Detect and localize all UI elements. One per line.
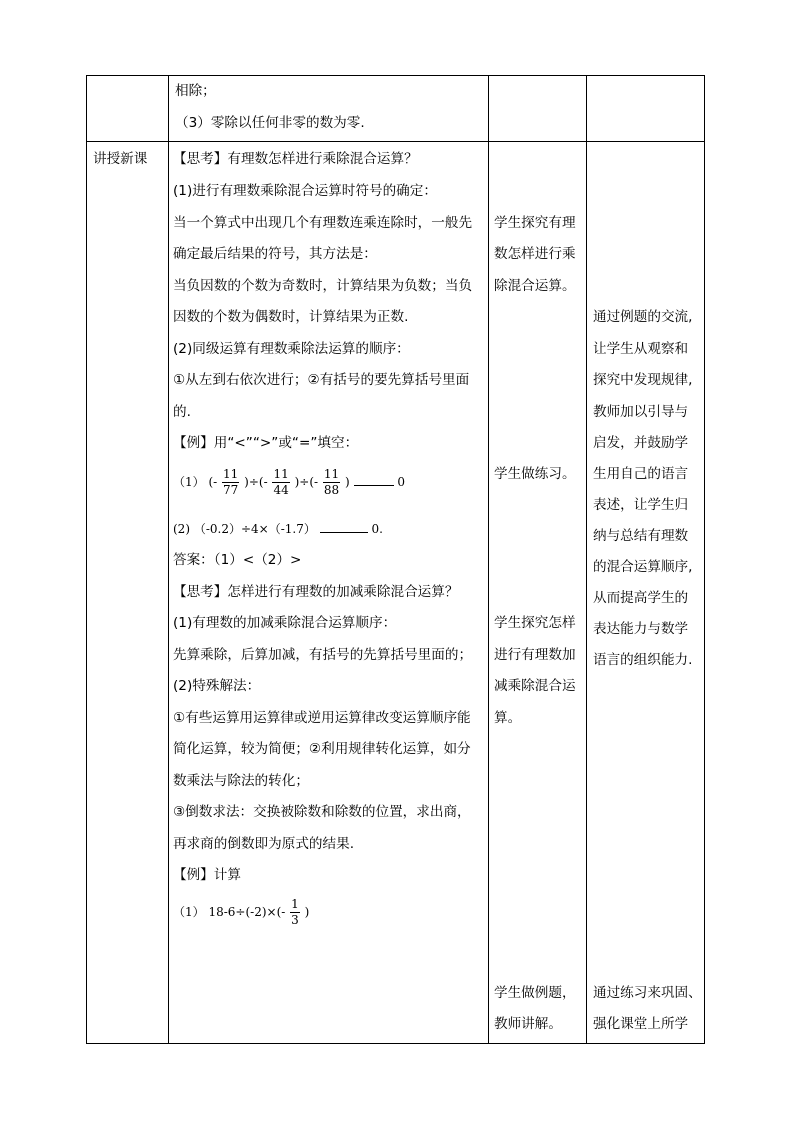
paragraph: 当一个算式中出现几个有理数连乘连除时，一般先 — [173, 215, 473, 231]
stage-cell — [87, 142, 169, 1044]
paragraph: 因数的个数为偶数时，计算结果为正数. — [173, 309, 409, 325]
design-intent-text: 启发，并鼓励学 — [593, 435, 689, 451]
item-label: （1） — [173, 905, 205, 919]
student-activity-text: 数怎样进行乘 — [494, 246, 576, 262]
student-cell-top — [489, 76, 587, 142]
lesson-plan-table — [86, 75, 705, 1044]
operator: )÷(- — [244, 475, 268, 489]
paragraph: 确定最后结果的符号，其方法是： — [173, 246, 377, 262]
design-intent-text: 强化课堂上所学 — [593, 1016, 689, 1032]
design-intent-cell — [587, 142, 705, 1044]
open-paren: (- — [208, 475, 218, 489]
close-paren: ) — [345, 475, 350, 489]
paragraph: (1)有理数的加减乘除混合运算顺序： — [173, 615, 397, 631]
think-heading: 【思考】怎样进行有理数的加减乘除混合运算？ — [173, 584, 459, 600]
paragraph: 的. — [173, 404, 191, 420]
expression: 18-6÷(-2)×(- — [208, 905, 286, 919]
example-expression-2 — [173, 520, 383, 538]
example-expression-1 — [173, 460, 405, 504]
design-intent-text: 纳与总结有理数 — [593, 528, 689, 544]
stage-cell-empty — [87, 76, 169, 142]
student-activity-text: 算。 — [494, 710, 522, 726]
fraction — [222, 467, 239, 498]
paragraph: (2)同级运算有理数乘除法运算的顺序： — [173, 341, 410, 357]
think-heading: 【思考】有理数怎样进行乘除混合运算？ — [173, 151, 418, 167]
design-intent-text: 教师加以引导与 — [593, 404, 689, 420]
student-activity-text: 学生做练习。 — [494, 466, 576, 482]
expression: （-0.2）÷4×（-1.7） — [193, 522, 316, 536]
fraction-denominator: 88 — [323, 483, 340, 497]
student-activity-text: 学生探究有理 — [494, 215, 576, 231]
paragraph: 简化运算，较为简便；②利用规律转化运算，如分 — [173, 741, 471, 757]
item-label: （1） — [173, 475, 205, 489]
student-activity-cell — [489, 142, 587, 1044]
student-activity-text: 学生探究怎样 — [494, 615, 576, 631]
fraction-numerator: 11 — [323, 467, 340, 481]
operator: )÷(- — [294, 475, 319, 489]
answer-text: 答案：（1）<（2）> — [173, 552, 302, 568]
fraction-numerator: 11 — [273, 467, 289, 481]
student-activity-text: 学生做例题， — [494, 985, 576, 1001]
comparison-value: 0 — [397, 475, 405, 489]
paragraph: 先算乘除，后算加减，有括号的先算括号里面的； — [173, 647, 473, 663]
paragraph: ①从左到右依次进行；②有括号的要先算括号里面 — [173, 372, 470, 388]
design-intent-text: 的混合运算顺序, — [593, 559, 693, 575]
item-label: (2) — [173, 522, 190, 536]
comparison-value: 0. — [371, 522, 383, 536]
rule-text: 相除； — [175, 83, 216, 99]
student-activity-text: 除混合运算。 — [494, 278, 576, 294]
student-activity-text: 减乘除混合运 — [494, 678, 576, 694]
design-intent-text: 通过例题的交流, — [593, 309, 693, 325]
paragraph: ①有些运算用运算律或逆用运算律改变运算顺序能 — [173, 710, 471, 726]
section-label: 讲授新课 — [93, 151, 148, 167]
design-intent-text: 表述，让学生归 — [593, 497, 689, 513]
fraction-denominator: 77 — [223, 483, 239, 497]
close-paren: ) — [304, 905, 310, 919]
intent-cell-top — [587, 76, 705, 142]
design-intent-text: 让学生从观察和 — [593, 341, 689, 357]
table-row — [87, 142, 705, 1044]
answer-blank — [320, 532, 368, 533]
fraction-numerator: 1 — [291, 897, 299, 911]
design-intent-text: 生用自己的语言 — [593, 466, 689, 482]
design-intent-text: 从而提高学生的 — [593, 590, 689, 606]
paragraph: 数乘法与除法的转化； — [173, 773, 309, 789]
design-intent-text: 表达能力与数学 — [593, 621, 689, 637]
paragraph: (1)进行有理数乘除混合运算时符号的确定： — [173, 183, 437, 199]
example-heading: 【例】计算 — [173, 867, 241, 883]
fraction — [290, 897, 300, 928]
example-expression-3 — [173, 890, 309, 934]
paragraph: (2)特殊解法： — [173, 678, 261, 694]
student-activity-text: 进行有理数加 — [494, 647, 576, 663]
fraction — [323, 467, 340, 498]
design-intent-text: 语言的组织能力. — [593, 652, 693, 668]
content-cell-top — [169, 76, 489, 142]
table-row — [87, 76, 705, 142]
student-activity-text: 教师讲解。 — [494, 1016, 562, 1032]
fraction-numerator: 11 — [223, 467, 239, 481]
content-cell — [169, 142, 489, 1044]
fraction-denominator: 3 — [291, 913, 299, 927]
example-heading: 【例】用“<”“>”或“=”填空： — [173, 435, 359, 451]
answer-blank — [354, 485, 394, 486]
fraction-denominator: 44 — [273, 483, 289, 497]
paragraph: 当负因数的个数为奇数时，计算结果为负数；当负 — [173, 278, 473, 294]
fraction — [272, 467, 289, 498]
design-intent-text: 探究中发现规律, — [593, 372, 693, 388]
paragraph: ③倒数求法：交换被除数和除数的位置，求出商， — [173, 804, 471, 820]
rule-text: （3）零除以任何非零的数为零. — [175, 115, 365, 131]
design-intent-text: 通过练习来巩固、 — [593, 985, 702, 1001]
paragraph: 再求商的倒数即为原式的结果. — [173, 836, 355, 852]
